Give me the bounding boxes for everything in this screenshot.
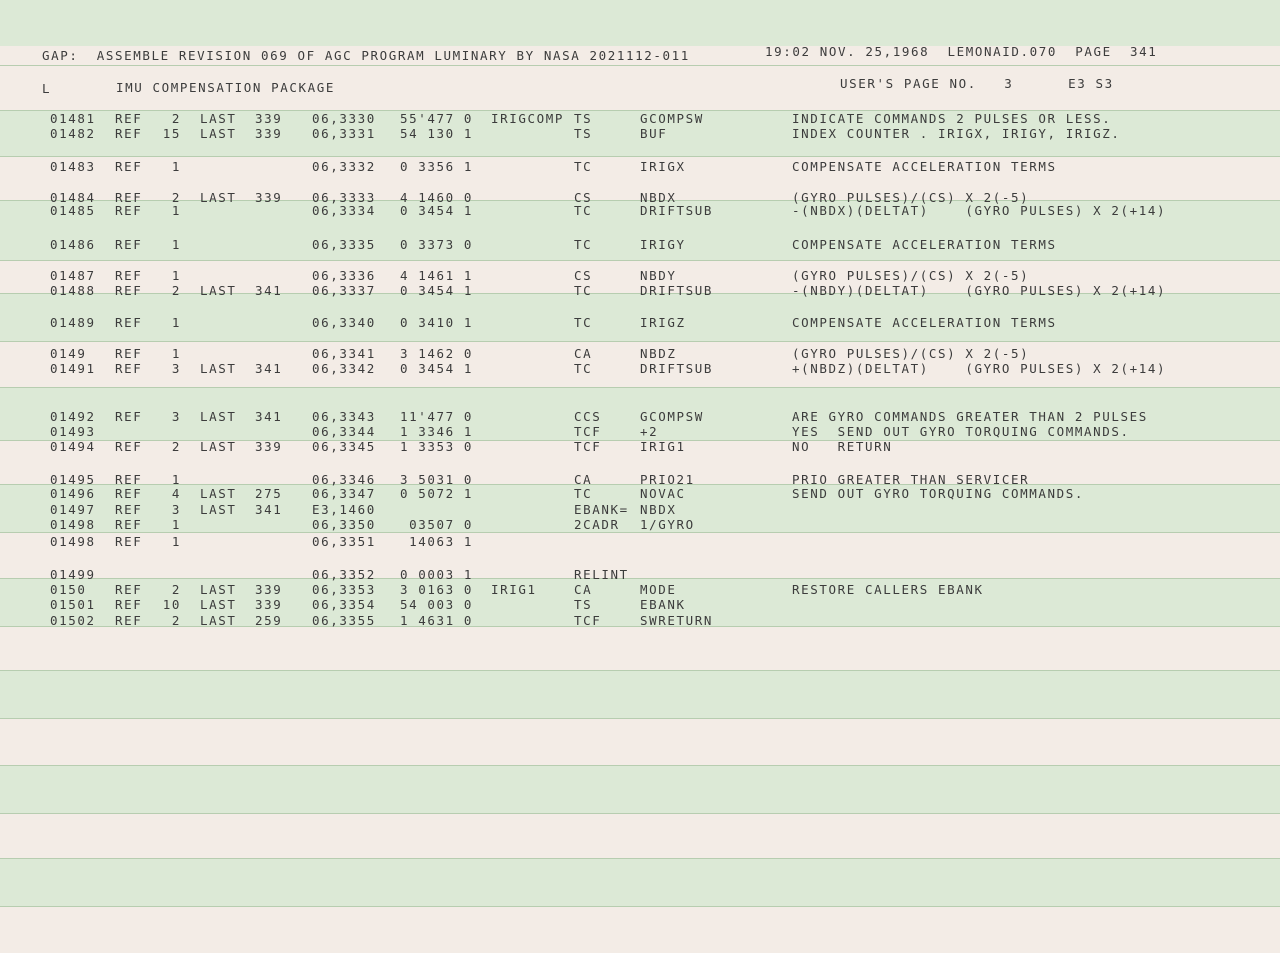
last-keyword: LAST: [200, 409, 237, 424]
address: 06,3332: [312, 159, 376, 174]
last-keyword: LAST: [200, 613, 237, 628]
paper-rule: [0, 341, 1280, 342]
ref-keyword: REF: [115, 346, 143, 361]
operand: DRIFTSUB: [640, 361, 714, 376]
opcode: TCF: [574, 424, 602, 439]
address: 06,3333: [312, 190, 376, 205]
octal-code: 0 3454 1: [399, 283, 473, 298]
ref-keyword: REF: [115, 315, 143, 330]
address: 06,3350: [312, 517, 376, 532]
ref-count: 3: [171, 502, 181, 517]
address: 06,3344: [312, 424, 376, 439]
operand: BUF: [640, 126, 668, 141]
comment: COMPENSATE ACCELERATION TERMS: [792, 159, 1057, 174]
ref-keyword: REF: [115, 361, 143, 376]
ref-keyword: REF: [115, 613, 143, 628]
line-number: 01487: [50, 268, 96, 283]
ref-keyword: REF: [115, 486, 143, 501]
ref-count: 1: [171, 237, 181, 252]
last-page: 259: [255, 613, 283, 628]
operand: NOVAC: [640, 486, 686, 501]
octal-code: 14063 1: [409, 534, 473, 549]
operand: NBDX: [640, 190, 677, 205]
header-title: GAP: ASSEMBLE REVISION 069 OF AGC PROGRAM LUMINARY BY NASA 2021112-011: [42, 48, 690, 63]
line-number: 01493: [50, 424, 96, 439]
ref-keyword: REF: [115, 159, 143, 174]
paper-rule: [0, 387, 1280, 388]
paper-band: [0, 765, 1280, 813]
line-number: 01494: [50, 439, 96, 454]
ref-count: 1: [171, 203, 181, 218]
opcode: TC: [574, 283, 593, 298]
ref-keyword: REF: [115, 283, 143, 298]
operand: NBDY: [640, 268, 677, 283]
opcode: TC: [574, 159, 593, 174]
paper-rule: [0, 906, 1280, 907]
comment: ARE GYRO COMMANDS GREATER THAN 2 PULSES: [792, 409, 1148, 424]
last-page: 339: [255, 439, 283, 454]
operand: IRIG1: [640, 439, 686, 454]
line-number: 01502: [50, 613, 96, 628]
opcode: CS: [574, 190, 593, 205]
comment: COMPENSATE ACCELERATION TERMS: [792, 237, 1057, 252]
comment: INDEX COUNTER . IRIGX, IRIGY, IRIGZ.: [792, 126, 1121, 141]
opcode: TCF: [574, 439, 602, 454]
address: E3,1460: [312, 502, 376, 517]
operand: GCOMPSW: [640, 409, 704, 424]
operand: SWRETURN: [640, 613, 714, 628]
paper-band: [0, 0, 1280, 46]
last-keyword: LAST: [200, 597, 237, 612]
octal-code: 0 5072 1: [399, 486, 473, 501]
opcode: CA: [574, 472, 593, 487]
ref-count: 1: [171, 346, 181, 361]
ref-count: 2: [171, 613, 181, 628]
line-number: 01484: [50, 190, 96, 205]
ref-count: 2: [171, 283, 181, 298]
octal-code: 1 3346 1: [399, 424, 473, 439]
comment: (GYRO PULSES)/(CS) X 2(-5): [792, 190, 1030, 205]
ref-count: 2: [171, 111, 181, 126]
line-number: 01488: [50, 283, 96, 298]
opcode: TCF: [574, 613, 602, 628]
line-number: 01501: [50, 597, 96, 612]
address: 06,3355: [312, 613, 376, 628]
ref-count: 2: [171, 582, 181, 597]
octal-code: 4 1460 0: [399, 190, 473, 205]
ref-keyword: REF: [115, 439, 143, 454]
operand: MODE: [640, 582, 677, 597]
paper-rule: [0, 858, 1280, 859]
last-page: 275: [255, 486, 283, 501]
ref-count: 15: [162, 126, 181, 141]
opcode: CA: [574, 582, 593, 597]
ref-keyword: REF: [115, 190, 143, 205]
ref-count: 1: [171, 472, 181, 487]
paper-rule: [0, 156, 1280, 157]
address: 06,3337: [312, 283, 376, 298]
last-keyword: LAST: [200, 486, 237, 501]
octal-code: 3 5031 0: [399, 472, 473, 487]
last-keyword: LAST: [200, 582, 237, 597]
label: IRIG1: [491, 582, 537, 597]
operand: IRIGZ: [640, 315, 686, 330]
ref-keyword: REF: [115, 203, 143, 218]
comment: NO RETURN: [792, 439, 893, 454]
label: IRIGCOMP: [491, 111, 565, 126]
comment: COMPENSATE ACCELERATION TERMS: [792, 315, 1057, 330]
ref-keyword: REF: [115, 111, 143, 126]
operand: NBDX: [640, 502, 677, 517]
comment: -(NBDY)(DELTAT) (GYRO PULSES) X 2(+14): [792, 283, 1167, 298]
line-number: 0150: [50, 582, 87, 597]
opcode: CA: [574, 346, 593, 361]
comment: SEND OUT GYRO TORQUING COMMANDS.: [792, 486, 1085, 501]
ref-keyword: REF: [115, 597, 143, 612]
paper-band: [0, 858, 1280, 906]
ref-keyword: REF: [115, 517, 143, 532]
ref-keyword: REF: [115, 534, 143, 549]
line-number: 01492: [50, 409, 96, 424]
last-keyword: LAST: [200, 361, 237, 376]
line-number: 01489: [50, 315, 96, 330]
line-number: 01483: [50, 159, 96, 174]
octal-code: 3 1462 0: [399, 346, 473, 361]
paper-rule: [0, 578, 1280, 579]
line-number: 01482: [50, 126, 96, 141]
address: 06,3341: [312, 346, 376, 361]
paper-rule: [0, 670, 1280, 671]
address: 06,3347: [312, 486, 376, 501]
ref-count: 1: [171, 315, 181, 330]
octal-code: 4 1461 1: [399, 268, 473, 283]
octal-code: 54 130 1: [399, 126, 473, 141]
octal-code: 0 3454 1: [399, 203, 473, 218]
line-number: 01495: [50, 472, 96, 487]
octal-code: 0 0003 1: [399, 567, 473, 582]
octal-code: 0 3454 1: [399, 361, 473, 376]
comment: YES SEND OUT GYRO TORQUING COMMANDS.: [792, 424, 1130, 439]
ref-count: 1: [171, 534, 181, 549]
paper-rule: [0, 532, 1280, 533]
line-number: 01498: [50, 517, 96, 532]
octal-code: 55'477 0: [399, 111, 473, 126]
address: 06,3346: [312, 472, 376, 487]
last-page: 339: [255, 190, 283, 205]
address: 06,3340: [312, 315, 376, 330]
operand: DRIFTSUB: [640, 283, 714, 298]
paper-rule: [0, 718, 1280, 719]
octal-code: 0 3356 1: [399, 159, 473, 174]
ref-keyword: REF: [115, 126, 143, 141]
ref-count: 1: [171, 517, 181, 532]
ref-keyword: REF: [115, 472, 143, 487]
address: 06,3352: [312, 567, 376, 582]
ref-keyword: REF: [115, 237, 143, 252]
paper-rule: [0, 765, 1280, 766]
opcode: 2CADR: [574, 517, 620, 532]
address: 06,3353: [312, 582, 376, 597]
comment: (GYRO PULSES)/(CS) X 2(-5): [792, 346, 1030, 361]
comment: +(NBDZ)(DELTAT) (GYRO PULSES) X 2(+14): [792, 361, 1167, 376]
ref-keyword: REF: [115, 502, 143, 517]
operand: NBDZ: [640, 346, 677, 361]
octal-code: 1 4631 0: [399, 613, 473, 628]
line-number: 01497: [50, 502, 96, 517]
address: 06,3334: [312, 203, 376, 218]
opcode: EBANK=: [574, 502, 629, 517]
operand: GCOMPSW: [640, 111, 704, 126]
last-keyword: LAST: [200, 502, 237, 517]
last-page: 341: [255, 283, 283, 298]
line-number: 01496: [50, 486, 96, 501]
ref-count: 3: [171, 409, 181, 424]
last-page: 341: [255, 409, 283, 424]
address: 06,3331: [312, 126, 376, 141]
opcode: TS: [574, 597, 593, 612]
comment: (GYRO PULSES)/(CS) X 2(-5): [792, 268, 1030, 283]
operand: IRIGY: [640, 237, 686, 252]
address: 06,3335: [312, 237, 376, 252]
address: 06,3345: [312, 439, 376, 454]
ref-count: 3: [171, 361, 181, 376]
section-title: IMU COMPENSATION PACKAGE: [116, 80, 336, 95]
operand: PRIO21: [640, 472, 695, 487]
operand: +2: [640, 424, 659, 439]
address: 06,3330: [312, 111, 376, 126]
ref-count: 4: [171, 486, 181, 501]
octal-code: 0 3373 0: [399, 237, 473, 252]
header-page-info: USER'S PAGE NO. 3 E3 S3: [840, 76, 1114, 91]
address: 06,3336: [312, 268, 376, 283]
comment: PRIO GREATER THAN SERVICER: [792, 472, 1030, 487]
line-number: 01491: [50, 361, 96, 376]
paper-rule: [0, 65, 1280, 66]
last-keyword: LAST: [200, 439, 237, 454]
header-timestamp: 19:02 NOV. 25,1968 LEMONAID.070 PAGE 341: [765, 44, 1158, 59]
last-keyword: LAST: [200, 283, 237, 298]
ref-count: 2: [171, 439, 181, 454]
comment: INDICATE COMMANDS 2 PULSES OR LESS.: [792, 111, 1112, 126]
opcode: TS: [574, 126, 593, 141]
last-page: 341: [255, 361, 283, 376]
ref-count: 1: [171, 268, 181, 283]
last-page: 339: [255, 597, 283, 612]
last-keyword: LAST: [200, 190, 237, 205]
octal-code: 11'477 0: [399, 409, 473, 424]
operand: EBANK: [640, 597, 686, 612]
address: 06,3342: [312, 361, 376, 376]
octal-code: 0 3410 1: [399, 315, 473, 330]
address: 06,3351: [312, 534, 376, 549]
opcode: TC: [574, 315, 593, 330]
ref-keyword: REF: [115, 409, 143, 424]
ref-count: 10: [162, 597, 181, 612]
last-page: 339: [255, 126, 283, 141]
line-number: 01499: [50, 567, 96, 582]
octal-code: 1 3353 0: [399, 439, 473, 454]
paper-band: [0, 670, 1280, 718]
ref-count: 2: [171, 190, 181, 205]
paper-rule: [0, 813, 1280, 814]
header-flag: L: [42, 81, 52, 96]
octal-code: 03507 0: [409, 517, 473, 532]
opcode: TS: [574, 111, 593, 126]
last-keyword: LAST: [200, 111, 237, 126]
address: 06,3354: [312, 597, 376, 612]
last-page: 341: [255, 502, 283, 517]
last-keyword: LAST: [200, 126, 237, 141]
paper-rule: [0, 260, 1280, 261]
line-number: 01485: [50, 203, 96, 218]
ref-keyword: REF: [115, 582, 143, 597]
opcode: RELINT: [574, 567, 629, 582]
address: 06,3343: [312, 409, 376, 424]
opcode: CS: [574, 268, 593, 283]
opcode: TC: [574, 486, 593, 501]
octal-code: 54 003 0: [399, 597, 473, 612]
opcode: TC: [574, 203, 593, 218]
ref-count: 1: [171, 159, 181, 174]
last-page: 339: [255, 582, 283, 597]
line-number: 01481: [50, 111, 96, 126]
comment: RESTORE CALLERS EBANK: [792, 582, 984, 597]
last-page: 339: [255, 111, 283, 126]
line-number: 01498: [50, 534, 96, 549]
operand: IRIGX: [640, 159, 686, 174]
line-number: 0149: [50, 346, 87, 361]
opcode: TC: [574, 361, 593, 376]
operand: DRIFTSUB: [640, 203, 714, 218]
ref-keyword: REF: [115, 268, 143, 283]
octal-code: 3 0163 0: [399, 582, 473, 597]
opcode: TC: [574, 237, 593, 252]
line-number: 01486: [50, 237, 96, 252]
opcode: CCS: [574, 409, 602, 424]
comment: -(NBDX)(DELTAT) (GYRO PULSES) X 2(+14): [792, 203, 1167, 218]
operand: 1/GYRO: [640, 517, 695, 532]
